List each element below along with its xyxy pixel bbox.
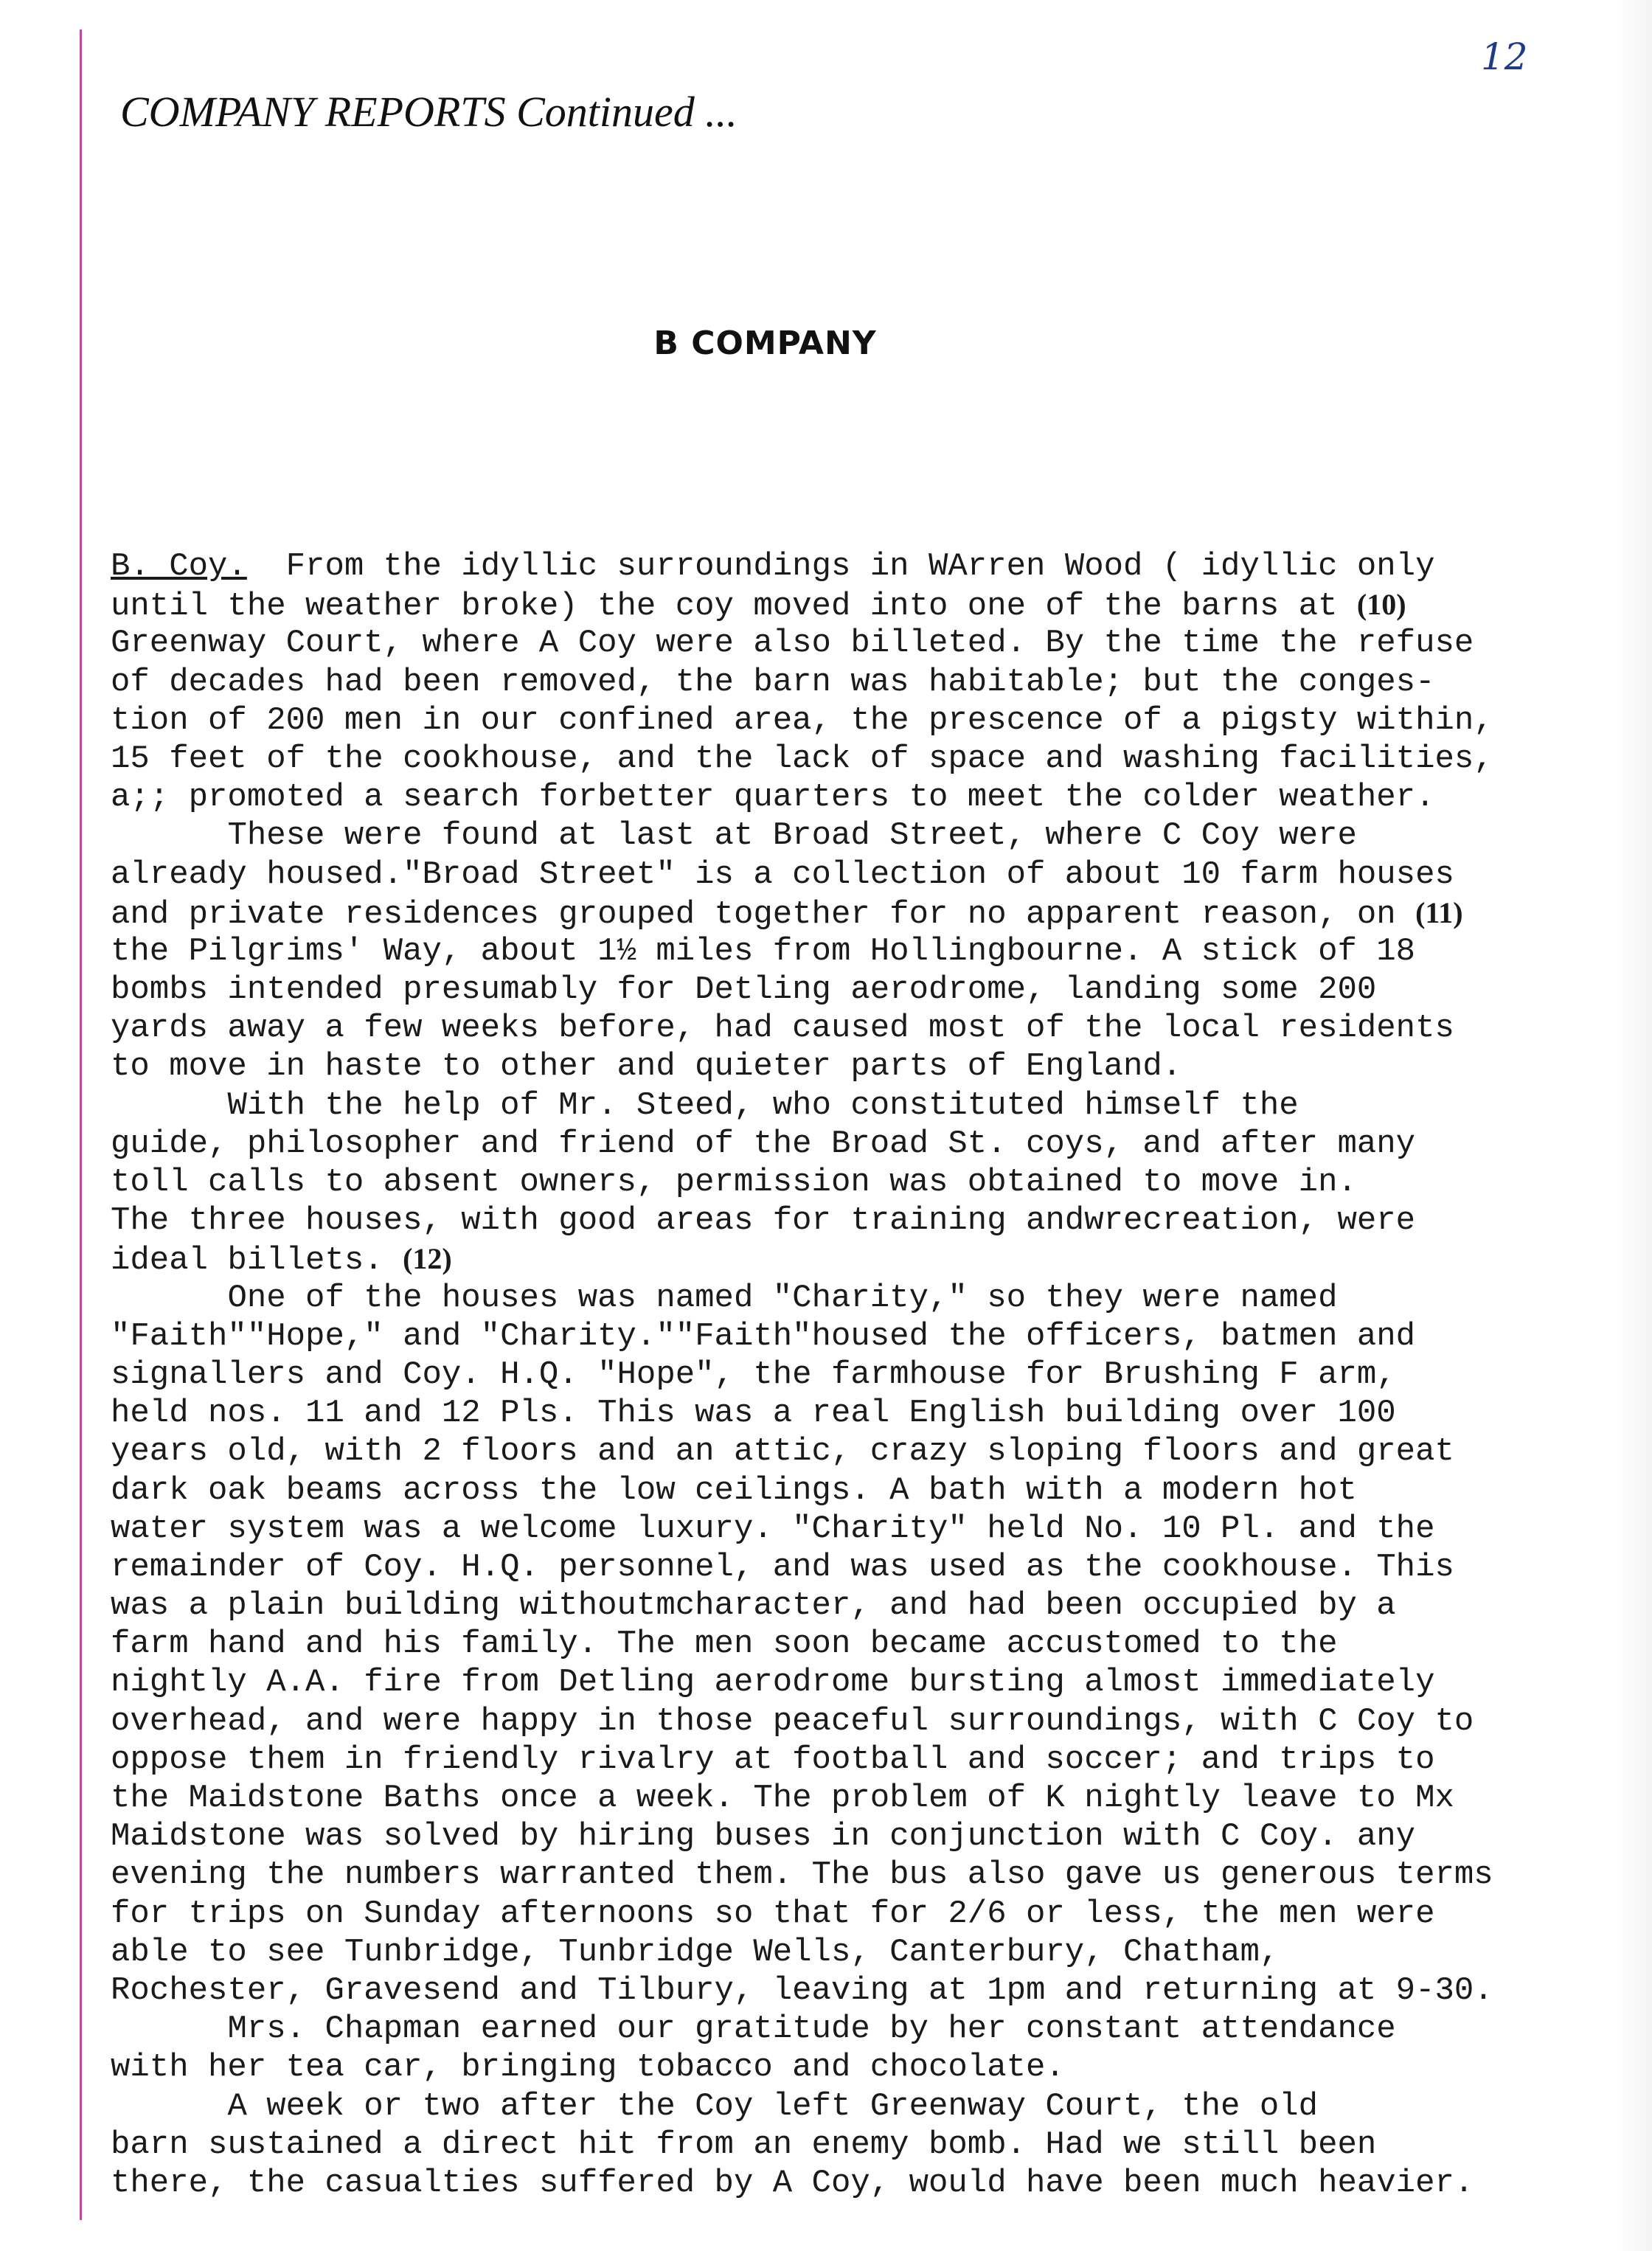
line-text: From the idyllic surroundings in WArren Wood ( idyllic only xyxy=(246,548,1435,585)
line-text: With the help of Mr. Steed, who constituted himself the xyxy=(227,1086,1299,1124)
text-line xyxy=(111,1471,1630,1510)
line-text: "Faith""Hope," and "Charity.""Faith"housed the officers, batmen and xyxy=(111,1317,1416,1355)
text-line xyxy=(111,2087,1630,2126)
line-text: already housed."Broad Street" is a collection of about 10 farm houses xyxy=(111,856,1454,893)
line-text: to move in haste to other and quieter parts of England. xyxy=(111,1048,1182,1086)
line-text: toll calls to absent owners, permission was obtained to move in. xyxy=(111,1164,1357,1201)
line-text: The three houses, with good areas for training andwrecreation, were xyxy=(111,1202,1416,1240)
text-line xyxy=(111,1817,1630,1856)
text-line xyxy=(111,1009,1630,1047)
line-text: bombs intended presumably for Detling aerodrome, landing some 200 xyxy=(111,971,1377,1009)
text-line xyxy=(111,2048,1630,2087)
line-text: yards away a few weeks before, had caused most of the local residents xyxy=(111,1010,1454,1047)
line-text: evening the numbers warranted them. The bus also gave us generous terms xyxy=(111,1856,1493,1894)
typed-report-body xyxy=(111,547,1630,2202)
indent xyxy=(111,2011,227,2047)
text-line xyxy=(111,2010,1630,2048)
text-line xyxy=(111,1163,1630,1201)
line-text: remainder of Coy. H.Q. personnel, and was used as the cookhouse. This xyxy=(111,1548,1454,1586)
text-line xyxy=(111,894,1630,932)
line-text: These were found at last at Broad Street, where C Coy were xyxy=(227,817,1357,855)
text-line xyxy=(111,1279,1630,1317)
text-line xyxy=(111,856,1630,894)
line-text: Rochester, Gravesend and Tilbury, leaving at 1pm and returning at 9-30. xyxy=(111,1971,1493,2009)
text-line xyxy=(111,547,1630,586)
text-line xyxy=(111,586,1630,624)
text-line xyxy=(111,1741,1630,1779)
line-text: for trips on Sunday afternoons so that for 2/6 or less, the men were xyxy=(111,1895,1435,1932)
note-label: (11) xyxy=(1415,895,1463,929)
indent xyxy=(111,1087,227,1124)
text-line xyxy=(111,1971,1630,2010)
line-text: and private residences grouped together for no apparent reason, on xyxy=(111,895,1416,933)
line-text: Maidstone was solved by hiring buses in conjunction with C Coy. any xyxy=(111,1818,1416,1856)
line-text: nightly A.A. fire from Detling aerodrome bursting almost immediately xyxy=(111,1664,1435,1702)
text-line xyxy=(111,971,1630,1009)
text-line xyxy=(111,1125,1630,1163)
text-line xyxy=(111,1047,1630,1086)
text-line xyxy=(111,1432,1630,1471)
line-text: a;; promoted a search forbetter quarters to meet the colder weather. xyxy=(111,779,1435,816)
text-line xyxy=(111,1394,1630,1432)
page-header: COMPANY REPORTS Continued ... xyxy=(120,88,738,136)
paragraph-lead: B. Coy. xyxy=(111,548,247,585)
line-text: was a plain building withoutmcharacter, and had been occupied by a xyxy=(111,1587,1396,1625)
line-text: farm hand and his family. The men soon became accustomed to the xyxy=(111,1626,1338,1663)
line-text: guide, philosopher and friend of the Broad St. coys, and after many xyxy=(111,1125,1416,1162)
text-line xyxy=(111,1586,1630,1625)
section-title: B COMPANY xyxy=(653,325,877,362)
line-text: dark oak beams across the low ceilings. A bath with a modern hot xyxy=(111,1471,1357,1509)
line-text: A week or two after the Coy left Greenway Court, the old xyxy=(227,2087,1319,2125)
text-line xyxy=(111,2126,1630,2164)
line-text: ideal billets. xyxy=(111,1242,403,1280)
text-line xyxy=(111,1240,1630,1278)
line-text: signallers and Coy. H.Q. "Hope", the farmhouse for Brushing F arm, xyxy=(111,1356,1396,1393)
text-line xyxy=(111,1895,1630,1933)
text-line xyxy=(111,1356,1630,1394)
line-text: the Maidstone Baths once a week. The problem of K nightly leave to Mx xyxy=(111,1780,1454,1817)
text-line xyxy=(111,663,1630,701)
indent xyxy=(111,2088,227,2125)
line-text: there, the casualties suffered by A Coy, would have been much heavier. xyxy=(111,2164,1474,2202)
indent xyxy=(111,1280,227,1317)
line-text: barn sustained a direct hit from an enemy bomb. Had we still been xyxy=(111,2126,1377,2163)
text-line xyxy=(111,701,1630,740)
line-text: the Pilgrims' Way, about 1½ miles from Hollingbourne. A stick of 18 xyxy=(111,932,1416,970)
text-line xyxy=(111,1779,1630,1817)
text-line xyxy=(111,816,1630,855)
line-text: 15 feet of the cookhouse, and the lack of space and washing facilities, xyxy=(111,740,1493,777)
line-text: held nos. 11 and 12 Pls. This was a real English building over 100 xyxy=(111,1395,1396,1432)
text-line xyxy=(111,1086,1630,1125)
text-line xyxy=(111,1625,1630,1663)
line-text: Greenway Court, where A Coy were also billeted. By the time the refuse xyxy=(111,625,1474,662)
note-label: (12) xyxy=(403,1242,452,1276)
line-text: overhead, and were happy in those peaceful surroundings, with C Coy to xyxy=(111,1702,1474,1740)
text-line xyxy=(111,1548,1630,1586)
text-line xyxy=(111,932,1630,971)
text-line xyxy=(111,778,1630,816)
line-text: One of the houses was named "Charity," so they were named xyxy=(227,1279,1338,1317)
text-line xyxy=(111,2164,1630,2202)
line-text: until the weather broke) the coy moved into one of the barns at xyxy=(111,588,1357,625)
text-line xyxy=(111,1663,1630,1702)
line-text: oppose them in friendly rivalry at football and soccer; and trips to xyxy=(111,1741,1435,1778)
line-text: years old, with 2 floors and an attic, crazy sloping floors and great xyxy=(111,1433,1454,1471)
page-number: 12 xyxy=(1481,35,1528,78)
line-text: tion of 200 men in our confined area, the prescence of a pigsty within, xyxy=(111,701,1493,739)
line-text: of decades had been removed, the barn was habitable; but the conges- xyxy=(111,663,1435,701)
text-line xyxy=(111,740,1630,778)
text-line xyxy=(111,1510,1630,1548)
text-line xyxy=(111,1933,1630,1971)
line-text: Mrs. Chapman earned our gratitude by her constant attendance xyxy=(227,2011,1396,2048)
line-text: able to see Tunbridge, Tunbridge Wells, Canterbury, Chatham, xyxy=(111,1933,1280,1971)
text-line xyxy=(111,1702,1630,1741)
line-text: with her tea car, bringing tobacco and chocolate. xyxy=(111,2049,1065,2087)
indent xyxy=(111,817,227,854)
text-line xyxy=(111,1856,1630,1894)
text-line xyxy=(111,1317,1630,1356)
text-line xyxy=(111,1201,1630,1240)
note-label: (10) xyxy=(1356,588,1406,622)
text-line xyxy=(111,624,1630,662)
line-text: water system was a welcome luxury. "Charity" held No. 10 Pl. and the xyxy=(111,1510,1435,1547)
